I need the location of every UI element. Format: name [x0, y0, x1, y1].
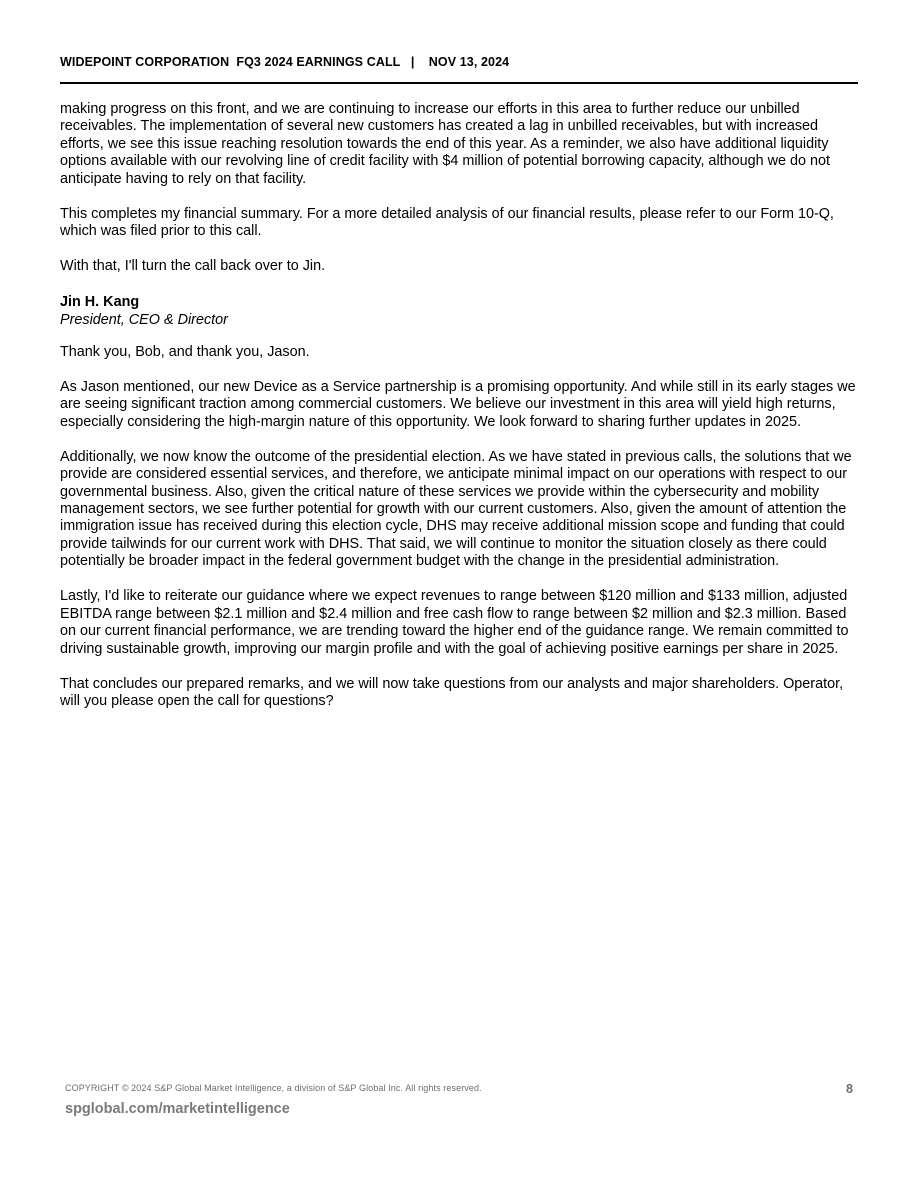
footer-url[interactable]: spglobal.com/marketintelligence: [65, 1101, 290, 1117]
speaker-name: Jin H. Kang: [60, 294, 140, 311]
footer-copyright: COPYRIGHT © 2024 S&P Global Market Intelligence, a division of S&P Global Inc. All rights reserved.: [65, 1083, 482, 1093]
paragraph: Lastly, I'd like to reiterate our guidance where we expect revenues to range between $120 million and $133 million, adjusted EBITDA range between $2.1 million and $2.4 million and free cash flow to range between $2 million and $2.3 million. Based on our current financial performance, we are trending toward the higher end of the guidance range. We remain committed to driving sustainable growth, improving our margin profile and with the goal of achieving positive earnings per share in 2025.: [60, 588, 849, 657]
speaker-block: [60, 293, 860, 329]
speaker-title: President, CEO & Director: [60, 312, 228, 329]
page-number: 8: [846, 1082, 853, 1096]
paragraph: This completes my financial summary. For a more detailed analysis of our financial results, please refer to our Form 10-Q, which was filed prior to this call.: [60, 205, 834, 240]
header-title: WIDEPOINT CORPORATION FQ3 2024 EARNINGS CALL | NOV 13, 2024: [60, 55, 510, 69]
page-header: [60, 53, 858, 84]
paragraph: With that, I'll turn the call back over to Jin.: [60, 258, 326, 275]
paragraph: Additionally, we now know the outcome of the presidential election. As we have stated in previous calls, the solutions that we provide are considered essential services, and therefore, we anticipate minimal impact on our operations with respect to our governmental business. Also, given the critical nature of these services we provide within the cybersecurity and mobility management sectors, we see further potential for growth with our current customers. Also, given the amount of attention the immigration issue has received during this election cycle, DHS may receive additional mission scope and funding that could provide tailwinds for our current work with DHS. That said, we will continue to monitor the situation closely as there could potentially be broader impact in the federal government budget with the change in the presidential administration.: [60, 448, 852, 570]
transcript-body: [60, 101, 860, 728]
paragraph: Thank you, Bob, and thank you, Jason.: [60, 344, 310, 361]
paragraph: That concludes our prepared remarks, and we will now take questions from our analysts and major shareholders. Operator, will you please open the call for questions?: [60, 675, 844, 709]
paragraph: As Jason mentioned, our new Device as a Service partnership is a promising opportunity. And while still in its early stages we are seeing significant traction among commercial customers. We believe our investment in this area will yield high returns, especially considering the high-margin nature of this opportunity. We look forward to sharing further updates in 2025.: [60, 379, 856, 430]
paragraph: making progress on this front, and we are continuing to increase our efforts in this area to further reduce our unbilled receivables. The implementation of several new customers has created a lag in unbilled receivables, but with increased efforts, we see this issue reaching resolution towards the end of this year. As a reminder, we also have additional liquidity options available with our revolving line of credit facility with $4 million of potential borrowing capacity, although we do not anticipate having to rely on that facility.: [60, 101, 831, 187]
